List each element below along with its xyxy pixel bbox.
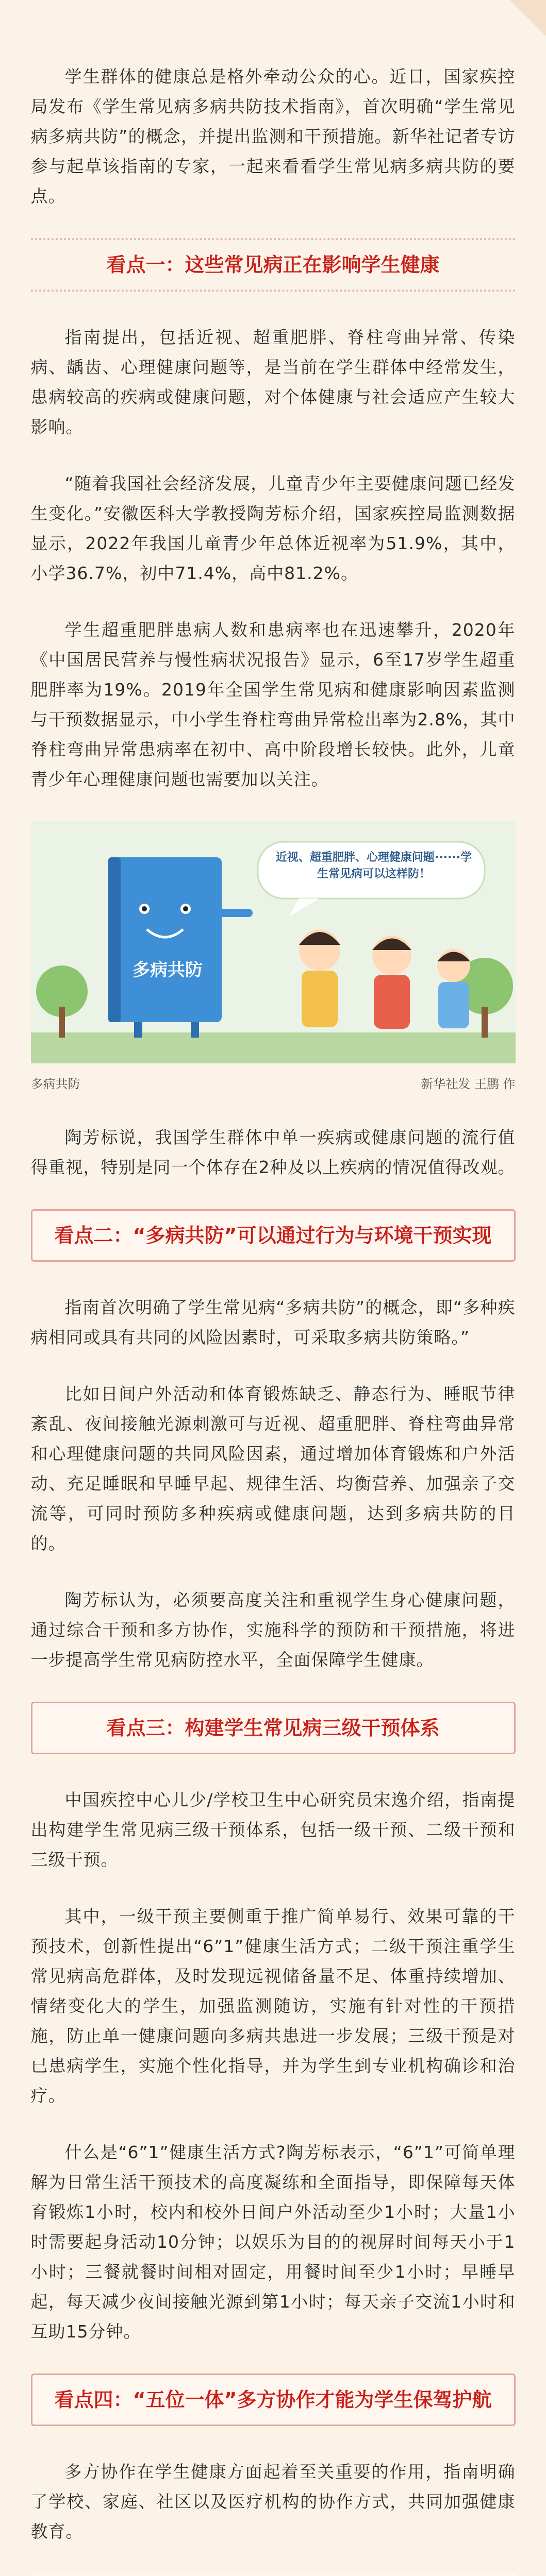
- paragraph: 多方协作在学生健康方面起着至关重要的作用，指南明确了学校、家庭、社区以及医疗机构的协作方式，共同加强健康教育。: [30, 2462, 516, 2541]
- cartoon-illustration-1: [31, 821, 516, 1063]
- paragraph: 陶芳标认为，必须要高度关注和重视学生身心健康问题，通过综合干预和多方协作，实施科学的预防和干预措施，将进一步提高学生常见病防控水平，全面保障学生健康。: [30, 1590, 516, 1670]
- paragraph: 学生超重肥胖患病人数和患病率也在迅速攀升，2020年《中国居民营养与慢性病状况报告》显示，6至17岁学生超重肥胖率为19%。2019年全国学生常见病和健康影响因素监测与干预数据显示，中小学生脊柱弯曲异常检出率为2.8%，其中脊柱弯曲异常患病率在初中、高中阶段增长较快。此外，儿童青少年心理健康问题也需要加以关注。: [30, 620, 516, 789]
- section-title-1: 看点一：这些常见病正在影响学生健康: [31, 238, 516, 292]
- article-body: [31, 0, 516, 2576]
- cartoon-illustration-2: [31, 2573, 516, 2576]
- section-title-4: 看点四：“五位一体”多方协作才能为学生保驾护航: [31, 2374, 516, 2426]
- section-title-2: 看点二：“多病共防”可以通过行为与环境干预实现: [31, 1209, 516, 1262]
- caption-left: 多病共防: [30, 1077, 80, 1091]
- corner-decoration: [510, 0, 546, 36]
- paragraph: 指南提出，包括近视、超重肥胖、脊柱弯曲异常、传染病、龋齿、心理健康问题等，是当前在学生群体中经常发生，患病较高的疾病或健康问题，对个体健康与社会适应产生较大影响。: [30, 327, 516, 437]
- illustration-1-caption: [31, 1074, 516, 1092]
- paragraph: 比如日间户外活动和体育锻炼缺乏、静态行为、睡眠节律紊乱、夜间接触光源刺激可与近视、超重肥胖、脊柱弯曲异常和心理健康问题的共同风险因素，通过增加体育锻炼和户外活动、充足睡眠和早睡早起、规律生活、均衡营养、加强亲子交流等，可同时预防多种疾病或健康问题，达到多病共防的目的。: [30, 1384, 516, 1553]
- intro-paragraph: 学生群体的健康总是格外牵动公众的心。近日，国家疾控局发布《学生常见病多病共防技术指南》，首次明确“学生常见病多病共防”的概念，并提出监测和干预措施。新华社记者专访参与起草该指南的专家，一起来看看学生常见病多病共防的要点。: [30, 66, 516, 206]
- paragraph: 其中，一级干预主要侧重于推广简单易行、效果可靠的干预技术，创新性提出“6”1”健康生活方式；二级干预注重学生常见病高危群体，及时发现远视储备量不足、体重持续增加、情绪变化大的学生，加强监测随访，实施有针对性的干预措施，防止单一健康问题向多病共患进一步发展；三级干预是对已患病学生，实施个性化指导，并为学生到专业机构确诊和治疗。: [30, 1906, 516, 2106]
- book-label: 多病共防: [132, 960, 203, 980]
- paragraph: “随着我国社会经济发展，儿童青少年主要健康问题已经发生变化。”安徽医科大学教授陶芳标介绍，国家疾控局监测数据显示，2022年我国儿童青少年总体近视率为51.9%，其中，小学36.7%，初中71.4%，高中81.2%。: [30, 473, 516, 583]
- paragraph: 什么是“6”1”健康生活方式?陶芳标表示，“6”1”可简单理解为日常生活干预技术的高度凝练和全面指导，即保障每天体育锻炼1小时，校内和校外日间户外活动至少1小时；大量1小时需要起身活动10分钟；以娱乐为目的的视屏时间每天小于1小时；三餐就餐时间相对固定，用餐时间至少1小时；早睡早起，每天减少夜间接触光源到第1小时；每天亲子交流1小时和互助15分钟。: [30, 2142, 516, 2342]
- speech-bubble-text: 近视、超重肥胖、心理健康问题······学生常见病可以这样防！: [275, 851, 472, 880]
- paragraph: 指南首次明确了学生常见病“多病共防”的概念，即“多种疾病相同或具有共同的风险因素时，可采取多病共防策略。”: [30, 1297, 516, 1347]
- section-title-3: 看点三：构建学生常见病三级干预体系: [31, 1702, 516, 1754]
- caption-right: 新华社发 王鹏 作: [421, 1077, 516, 1091]
- paragraph: 中国疾控中心儿少/学校卫生中心研究员宋逸介绍，指南提出构建学生常见病三级干预体系，包括一级干预、二级干预和三级干预。: [30, 1790, 516, 1870]
- paragraph: 陶芳标说，我国学生群体中单一疾病或健康问题的流行值得重视，特别是同一个体存在2种及以上疾病的情况值得改观。: [30, 1127, 516, 1177]
